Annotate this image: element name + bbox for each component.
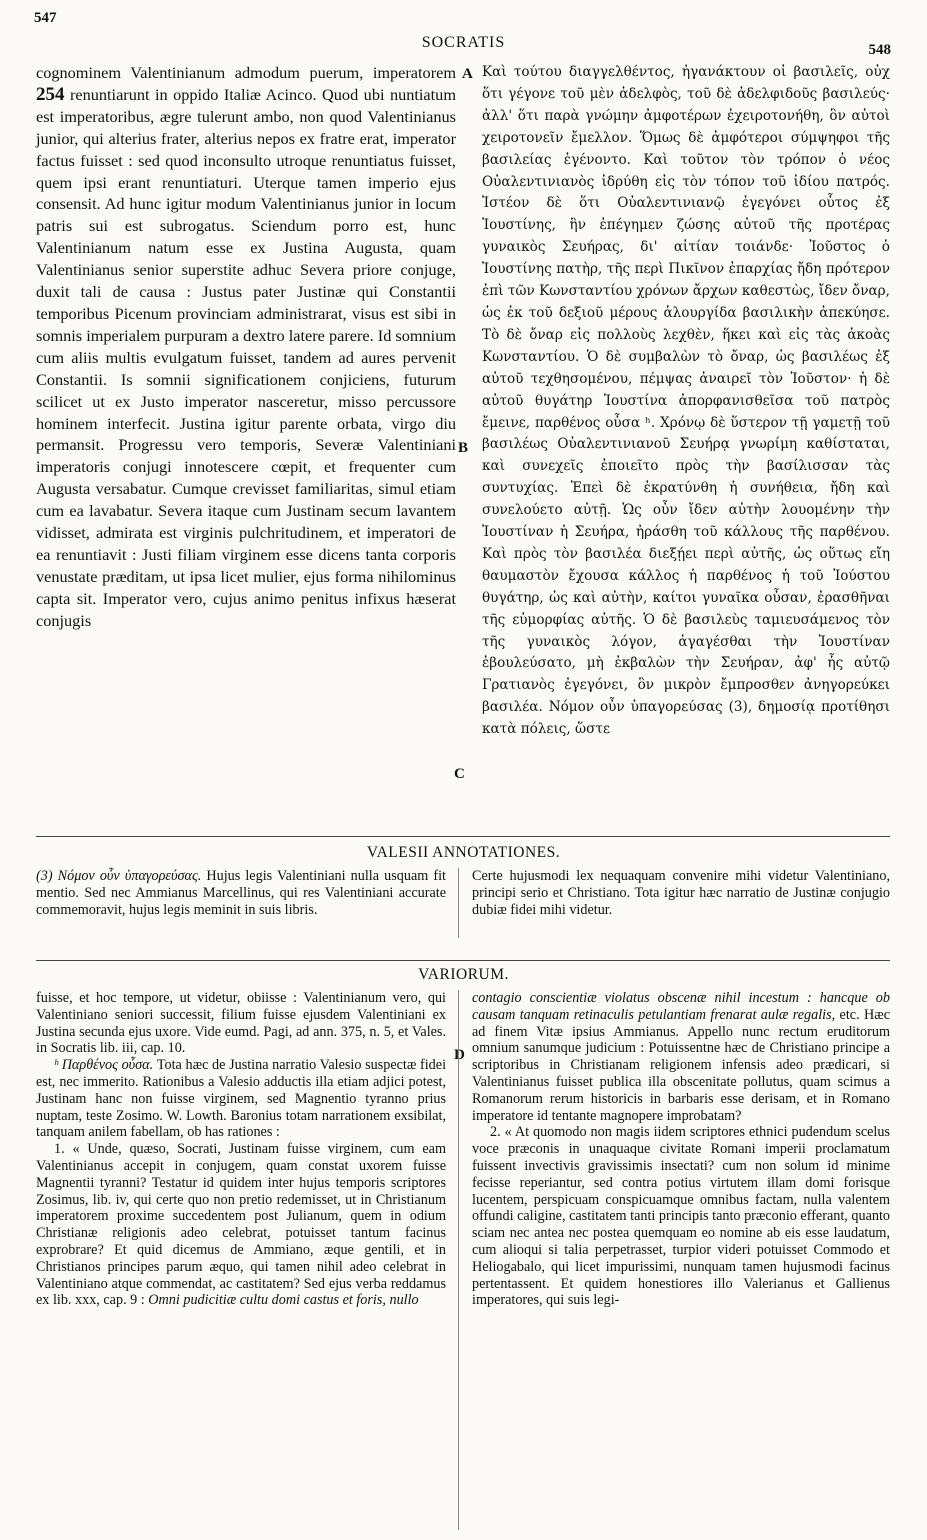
divider-rule <box>36 960 890 961</box>
latin-text-part2: renuntiarunt in oppido Italiæ Acinco. Quod ubi nuntiatum est imperatoribus, ægre tulerunt ambo, non quod Valentinianus junior, qui alterius frater, alterius nepos ex fratre erat, imperator factus fuisset : sed quod inconsulto utroque renuntiatus fuisset, quem ipsi erant renuntiaturi. Uterque tamen imperio ejus consensit. Ad hunc igitur modum Valentinianus junior in locum patris sui est subrogatus. Sciendum porro est, hunc Valentinianum natum esse ex Justina Augusta, quam Valentinianus senior superstite adhuc Severa priore conjuge, duxit tali de causa : Justus pater Justinæ qui Constantii temporibus Picenum provinciam administrarat, visus est sibi in somnis imperialem purpuram a dextro latere parere. Id somnium cum aliis multis evulgatum fuisset, tandem ad aures pervenit Constantii. Is somnii significationem conjiciens, futurum scilicet ut ex Justo imperator nasceretur, misso percussore hominem interfecit. Justina igitur parente orbata, virgo diu permansit. Progressu vero temporis, Severæ Valentiniani imperatoris conjugi innotescere cœpit, et frequenter cum Augusta versabatur. Cumque crevisset familiaritas, simul etiam cum ea lavabatur. Severa itaque cum Justinam secum lavantem vidisset, admirata est virginis pulchritudinem, et imperatori de ea renuntiavit : Justi filiam virginem esse dicens tanta corporis venustate præditam, ut ipsa licet mulier, ejus forma nihilominus capta sit. Imperator vero, cujus animo penitus infixus hæserat conjugis <box>36 84 457 630</box>
variorum-right-column <box>472 990 890 1309</box>
variorum-left-para3: 1. « Unde, quæso, Socrati, Justinam fuisse virginem, cum eam Valentinianus accepit in conjugem, quam constat uxorem fuisse Magnentii tyranni? Testatur id quidem inter hujus temporis scriptores Zosimus, lib. iv, qui certe quo non pretio redemisset, ut in Christianum imperatorem proxime succedentem post Julianum, quem in odium Christianæ religionis adeo celebrat, potuisset tantum facinus exprobrare? Et quid dicemus de Ammiano, æque gentili, et in Christianos principes parum æquo, qui tamen nihil adeo celebrat in Valentiniano atque commendat, ac castitatem? Sed ejus verba reddamus ex lib. xxx, cap. 9 : <box>36 1141 446 1309</box>
page-number-right: 548 <box>868 42 891 58</box>
variorum-right-quote: contagio conscientiæ violatus obscenæ nihil incestum : hancque ob causam tanquam retinaculis petulantiam frenarat aulæ regalis, <box>472 990 890 1023</box>
margin-letter-b: B <box>458 440 469 456</box>
column-divider <box>458 990 459 1530</box>
latin-text-part1: cognominem Valentinianum admodum puerum, imperatorem <box>36 63 456 82</box>
variorum-heading: VARIORUM. <box>418 966 509 983</box>
variorum-left-para2: Tota hæc de Justina narratio Valesio suspectæ fidei est, nec immerito. Rationibus a Valesio adductis illa etiam adjici potest, Justinam hanc non fuisse virginem, sed Magnentio tyranno prius nuptam, teste Zosimo. W. Lowth. Baronius totam narrationem exsibilat, tanquam anilem fabellam, ob has rationes : <box>36 1057 447 1141</box>
valesii-left-note <box>36 868 446 918</box>
variorum-left-column <box>36 990 446 1309</box>
main-greek-column: Καὶ τούτου διαγγελθέντος, ἠγανάκτουν οἱ βασιλεῖς, οὐχ ὅτι γέγονε τοῦ μὲν ἀδελφὸς, τοῦ δὲ ἀδελφιδοῦς βασιλεύς· ἀλλ' ὅτι παρὰ γνώμην ἀμφοτέρων ἐχειροτονήθη, ὃν αὐτοὶ χειροτονεῖν ἔμελλον. Ὅμως δὲ ἀμφότεροι σύμψηφοι τῆς βασιλείας ἐγένοντο. Καὶ τοῦτον τὸν τρόπον ὁ νέος Οὐαλεντινιανὸς ἱδρύθη εἰς τὸν τόπον τοῦ ἰδίου πατρός. Ἰστέον δὲ ὅτι Οὐαλεντινιανῷ ἐγεγόνει οὗτος ἐξ Ἰουστίνης, ἣν ἐπέγημεν ζώσης αὐτοῦ τῆς προτέρας γυναικὸς Σευήρας, δι' αἰτίαν τοιάνδε· Ἰοῦστος ὁ Ἰουστίνης πατὴρ, τῆς περὶ Πικῖνον ἐπαρχίας ἤδη πρότερον ἐπὶ τῶν Κωνσταντίου χρόνων ἄρχων καθεστὼς, ἴδεν ὄναρ, ὡς ἐκ τοῦ δεξιοῦ μέρους ἁλουργίδα βασιλικὴν ἀπεκύησε. Τὸ δὲ ὄναρ εἰς πολλοὺς λεχθὲν, ἥκει καὶ εἰς τὰς ἀκοὰς Κωνσταντίου. Ὁ δὲ συμβαλὼν τὸ ὄναρ, ὡς βασιλέως ἐξ αὐτοῦ τεχθησομένου, πέμψας ἀναιρεῖ τὸν Ἰοῦστον· ἡ δὲ αὐτοῦ θυγάτηρ Ἰουστίνα ἀπορφανισθεῖσα τοῦ πατρὸς ἔμεινε, παρθένος οὖσα ʰ. Χρόνῳ δὲ ὕστερον τῇ γαμετῇ τοῦ βασιλέως Οὐαλεντινιανοῦ Σευήρᾳ γνωρίμη καθίσταται, καὶ συνεχεῖς ἐποιεῖτο πρὸς τὴν βασίλισσαν τὰς συντυχίας. Ἐπεὶ δὲ ἐκρατύνθη ἡ συνήθεια, ἤδη καὶ συνελούετο αὐτῇ. Ὡς οὖν ἴδεν αὐτὴν λουομένην τὴν Ἰουστίναν ἡ Σευήρα, ἠράσθη τοῦ κάλλους τῆς παρθένου. Καὶ πρὸς τὸν βασιλέα διεξῄει περὶ αὐτῆς, ὡς οὕτως εἴη θαυμαστὸν ἔχουσα κάλλος ἡ παρθένος ἡ τοῦ Ἰούστου θυγάτηρ, ὡς καὶ αὐτὴν, καίτοι γυναῖκα οὖσαν, ἐρασθῆναι τῆς εὐμορφίας αὐτῆς. Ὁ δὲ βασιλεὺς ταμιευσάμενος τὸν τῆς γυναικὸς λόγον, ἀγαγέσθαι τὴν Ἰουστίναν ἐβουλεύσατο, μὴ ἐκβαλὼν τὴν Σευήραν, ἀφ' ἧς αὐτῷ Γρατιανὸς ἐγεγόνει, ὃν μικρὸν ἔμπροσθεν ἀνηγορεύκει βασιλέα. Νόμον οὖν ὑπαγορεύσας (3), δημοσίᾳ προτίθησι κατὰ πόλεις, ὥστε <box>482 64 890 738</box>
variorum-right-para2: 2. « At quomodo non magis iidem scriptores ethnici pudendum scelus voce præconis in unaquaque civitate Romani imperii proclamatum fuissent invectivis gravissimis insectati? cum non solum id minime fecisse reperiantur, sed contra potius virtutem illam domi forisque lucentem, perspicuam conspicuamque omnibus factam, nulla valentem offundi caligine, castitatem tanti principis tanto præconio efferant, quanto sciam nec antea nec postea quemquam eo nomine ab eis esse laudatum, cum alioqui si talia perpetrasset, turpior videri potuisset Commodo et Heliogabalo, qui licet impurissimi, nunquam tamen hujusmodi facinus pertentassent. Et quidem honestiores illo Valerianus et Gallienus imperatores, qui suis legi- <box>472 1124 890 1309</box>
divider-rule <box>36 836 890 837</box>
variorum-right-para1: etc. Hæc ad finem Vitæ ipsius Ammianus. Appello nunc rectum eruditorum omnium sanumque judicium : Potuissentne hæc de Christiano principe a scriptoribus in Christianam religionem infensis adeo prædicari, si Valentinianus fuisset publica illa obscenitate pollutus, quam scimus a Romanorum rerum historicis in barbaris esse derisam, et in Romano imperatore id tentante magnopere improbatam? <box>472 1006 890 1124</box>
page-number-left: 547 <box>34 10 57 26</box>
main-latin-column <box>36 62 456 632</box>
section-number: 254 <box>36 83 65 105</box>
margin-letter-a: A <box>462 66 473 82</box>
valesii-left-text: Hujus legis Valentiniani nulla usquam fit mentio. Sed nec Ammianus Marcellinus, qui res Valentiniani accurate commemoravit, hujus legis meminit in suis libris. <box>36 868 446 918</box>
variorum-left-para3-quote: Omni pudicitiæ cultu domi castus et foris, nullo <box>148 1292 419 1309</box>
valesii-right-note: Certe hujusmodi lex nequaquam convenire mihi videtur Valentiniano, principi serio et Christiano. Tota igitur hæc narratio de Justinæ conjugio dubiæ fidei mihi videtur. <box>472 868 890 918</box>
margin-letter-d: D <box>454 1047 465 1063</box>
variorum-left-para1: fuisse, et hoc tempore, ut videtur, obiisse : Valentinianum vero, qui Valentiniano seniori successit, filium fuisse ejusdem Valentiniani ex Justina secunda ejus uxore. Vide eumd. Pagi, ad ann. 375, n. 5, et Vales. in Socratis lib. iii, cap. 10. <box>36 990 446 1057</box>
column-divider <box>458 868 459 938</box>
variorum-lemma: ʰ Παρθένος οὖσα. <box>54 1057 154 1074</box>
running-title: SOCRATIS <box>421 34 506 51</box>
valesii-lemma: (3) Νόμον οὖν ὑπαγορεύσας. <box>36 868 202 884</box>
valesii-heading: VALESII ANNOTATIONES. <box>366 844 561 861</box>
margin-letter-c: C <box>454 766 465 782</box>
